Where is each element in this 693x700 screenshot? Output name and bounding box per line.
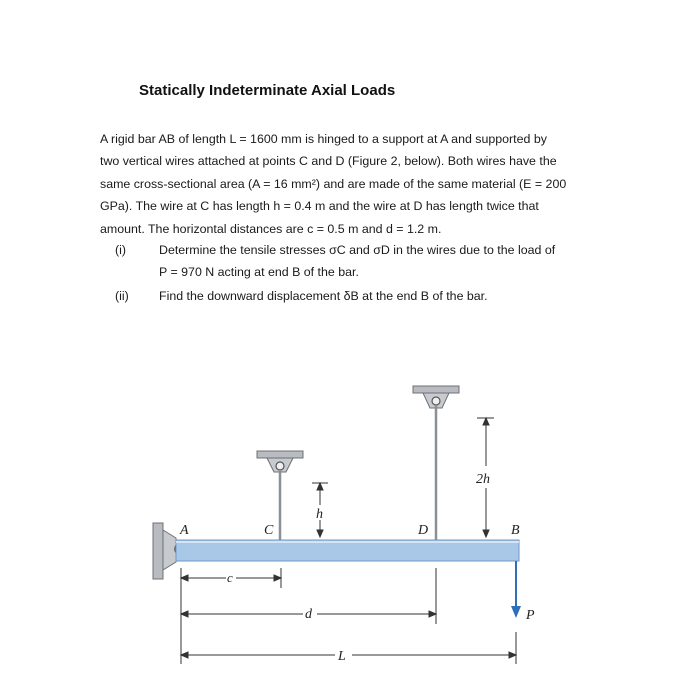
label-d: D (418, 523, 429, 538)
question-i-line-2: P = 970 N acting at end B of the bar. (159, 265, 359, 279)
question-ii-line-1: Find the downward displacement δB at the end B of the bar. (159, 289, 488, 303)
question-i-line-1: Determine the tensile stresses σC and σD in the wires due to the load of (159, 243, 556, 257)
label-c: C (264, 523, 274, 538)
ceiling-support-d (413, 386, 459, 408)
label-l: L (338, 649, 346, 664)
question-number-i: (i) (115, 243, 127, 257)
label-b: B (511, 523, 520, 538)
label-c-dim: c (227, 570, 233, 585)
ceiling-support-c (257, 451, 303, 472)
statement-line-3: same cross-sectional area (A = 16 mm²) and are made of the same material (E = 200 (100, 176, 567, 191)
dimension-l (181, 632, 516, 664)
load-arrow-p (511, 561, 521, 618)
statement-line-5: amount. The horizontal distances are c = 0.5 m and d = 1.2 m. (100, 221, 442, 236)
label-d-dim: d (305, 607, 312, 622)
statement-line-1: A rigid bar AB of length L = 1600 mm is hinged to a support at A and supported by (100, 132, 547, 146)
label-p: P (526, 608, 535, 623)
statement-line-2: two vertical wires attached at points C and D (Figure 2, below). Both wires have the (100, 154, 557, 169)
label-h: h (316, 507, 323, 522)
label-a: A (180, 523, 189, 538)
rigid-bar-ab (176, 540, 519, 561)
page-title: Statically Indeterminate Axial Loads (139, 82, 396, 99)
question-number-ii: (ii) (115, 289, 129, 303)
statement-line-4: GPa). The wire at C has length h = 0.4 m and the wire at D has length twice that (100, 199, 539, 214)
label-2h: 2h (476, 472, 490, 487)
